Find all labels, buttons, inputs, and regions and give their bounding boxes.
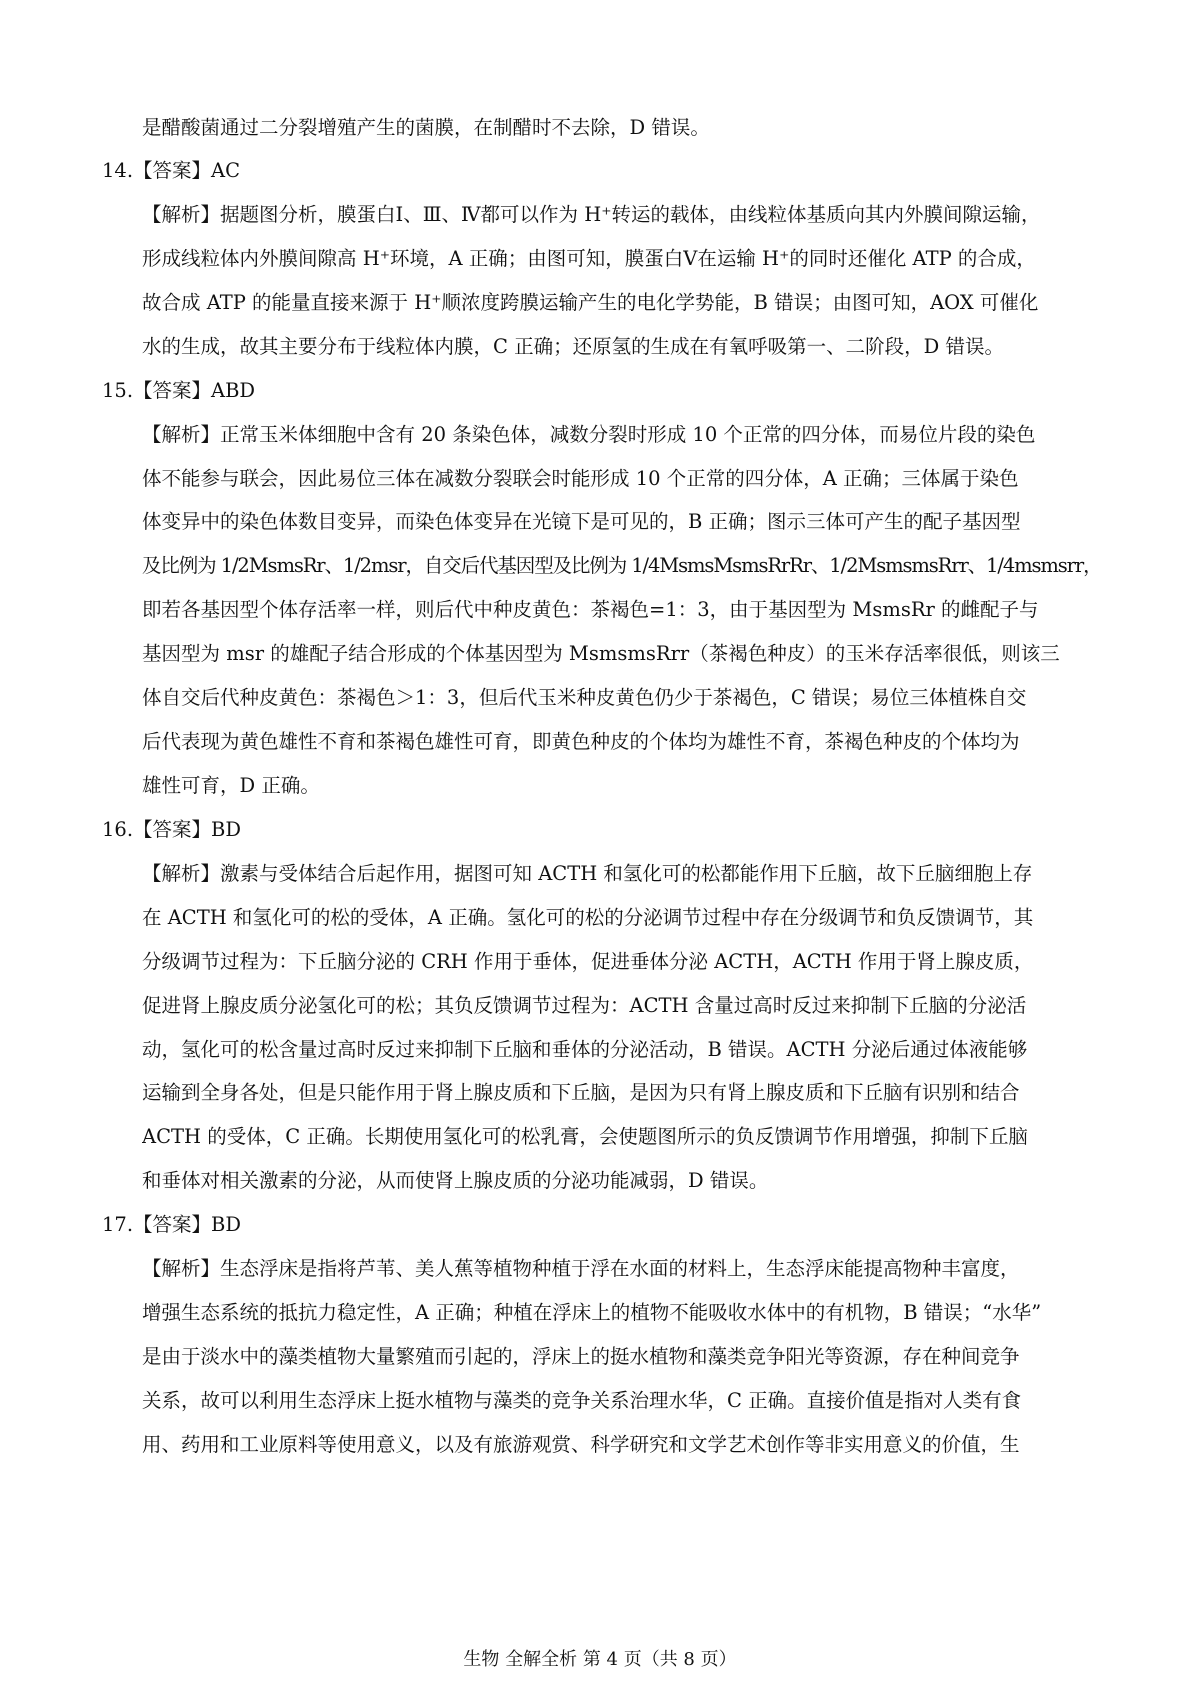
q14-line-3: 故合成 ATP 的能量直接来源于 H⁺顺浓度跨膜运输产生的电化学势能，B 错误；由图可知，AOX 可催化 bbox=[142, 291, 1039, 314]
q14-line-2: 形成线粒体内外膜间隙高 H⁺环境，A 正确；由图可知，膜蛋白Ⅴ在运输 H⁺的同时还催化 ATP 的合成， bbox=[142, 247, 1036, 270]
q17-line-4: 关系，故可以利用生态浮床上挺水植物与藻类的竞争关系治理水华，C 正确。直接价值是指对人类有食 bbox=[142, 1389, 1022, 1412]
q15-line-1: 【解析】正常玉米体细胞中含有 20 条染色体，减数分裂时形成 10 个正常的四分体，而易位片段的染色 bbox=[142, 423, 1036, 446]
q15-line-2: 体不能参与联会，因此易位三体在减数分裂联会时能形成 10 个正常的四分体，A 正确；三体属于染色 bbox=[142, 467, 1019, 490]
q15-line-7: 体自交后代种皮黄色：茶褐色＞1：3，但后代玉米种皮黄色仍少于茶褐色，C 错误；易位三体植株自交 bbox=[142, 686, 1027, 709]
q15-answer: 15.【答案】ABD bbox=[102, 379, 256, 402]
q15-line-9: 雄性可育，D 正确。 bbox=[142, 774, 320, 797]
q16-line-8: 和垂体对相关激素的分泌，从而使肾上腺皮质的分泌功能减弱，D 错误。 bbox=[142, 1169, 769, 1192]
q16-answer: 16.【答案】BD bbox=[102, 818, 241, 841]
q15-line-3: 体变异中的染色体数目变异，而染色体变异在光镜下是可见的，B 正确；图示三体可产生的配子基因型 bbox=[142, 510, 1021, 533]
q15-line-6: 基因型为 msr 的雄配子结合形成的个体基因型为 MsmsmsRrr（茶褐色种皮）的玉米存活率很低，则该三 bbox=[142, 642, 1060, 665]
q14-line-4: 水的生成，故其主要分布于线粒体内膜，C 正确；还原氢的生成在有氧呼吸第一、二阶段，D 错误。 bbox=[142, 335, 1004, 358]
q17-line-5: 用、药用和工业原料等使用意义，以及有旅游观赏、科学研究和文学艺术创作等非实用意义的价值，生 bbox=[142, 1433, 1020, 1456]
q16-line-2: 在 ACTH 和氢化可的松的受体，A 正确。氢化可的松的分泌调节过程中存在分级调节和负反馈调节，其 bbox=[142, 906, 1034, 929]
q17-answer: 17.【答案】BD bbox=[102, 1213, 241, 1236]
q16-line-4: 促进肾上腺皮质分泌氢化可的松；其负反馈调节过程为：ACTH 含量过高时反过来抑制下丘脑的分泌活 bbox=[142, 994, 1027, 1017]
q15-line-4: 及比例为 1/2MsmsRr、1/2msr，自交后代基因型及比例为 1/4MsmsMsmsRrRr、1/2MsmsmsRrr、1/4msmsrr， bbox=[142, 554, 1102, 577]
q17-line-1: 【解析】生态浮床是指将芦苇、美人蕉等植物种植于浮在水面的材料上，生态浮床能提高物种丰富度， bbox=[142, 1257, 1020, 1280]
q16-line-3: 分级调节过程为：下丘脑分泌的 CRH 作用于垂体，促进垂体分泌 ACTH，ACTH 作用于肾上腺皮质， bbox=[142, 950, 1034, 973]
q14-answer: 14.【答案】AC bbox=[102, 159, 241, 182]
page-footer: 生物 全解全析 第 4 页（共 8 页） bbox=[463, 1649, 737, 1670]
intro-line: 是醋酸菌通过二分裂增殖产生的菌膜，在制醋时不去除，D 错误。 bbox=[142, 116, 710, 139]
q16-line-1: 【解析】激素与受体结合后起作用，据图可知 ACTH 和氢化可的松都能作用下丘脑，故下丘脑细胞上存 bbox=[142, 862, 1033, 885]
q17-line-2: 增强生态系统的抵抗力稳定性，A 正确；种植在浮床上的植物不能吸收水体中的有机物，B 错误；“水华” bbox=[142, 1301, 1042, 1324]
q16-line-5: 动，氢化可的松含量过高时反过来抑制下丘脑和垂体的分泌活动，B 错误。ACTH 分泌后通过体液能够 bbox=[142, 1038, 1028, 1061]
q14-line-1: 【解析】据题图分析，膜蛋白Ⅰ、Ⅲ、Ⅳ都可以作为 H⁺转运的载体，由线粒体基质向其内外膜间隙运输， bbox=[142, 203, 1041, 226]
q15-line-5: 即若各基因型个体存活率一样，则后代中种皮黄色：茶褐色=1：3，由于基因型为 MsmsRr 的雌配子与 bbox=[142, 598, 1039, 621]
q15-line-8: 后代表现为黄色雄性不育和茶褐色雄性可育，即黄色种皮的个体均为雄性不育，茶褐色种皮的个体均为 bbox=[142, 730, 1020, 753]
q16-line-6: 运输到全身各处，但是只能作用于肾上腺皮质和下丘脑，是因为只有肾上腺皮质和下丘脑有识别和结合 bbox=[142, 1081, 1020, 1104]
q16-line-7: ACTH 的受体，C 正确。长期使用氢化可的松乳膏，会使题图所示的负反馈调节作用增强，抑制下丘脑 bbox=[142, 1125, 1028, 1148]
q17-line-3: 是由于淡水中的藻类植物大量繁殖而引起的，浮床上的挺水植物和藻类竞争阳光等资源，存在种间竞争 bbox=[142, 1345, 1020, 1368]
